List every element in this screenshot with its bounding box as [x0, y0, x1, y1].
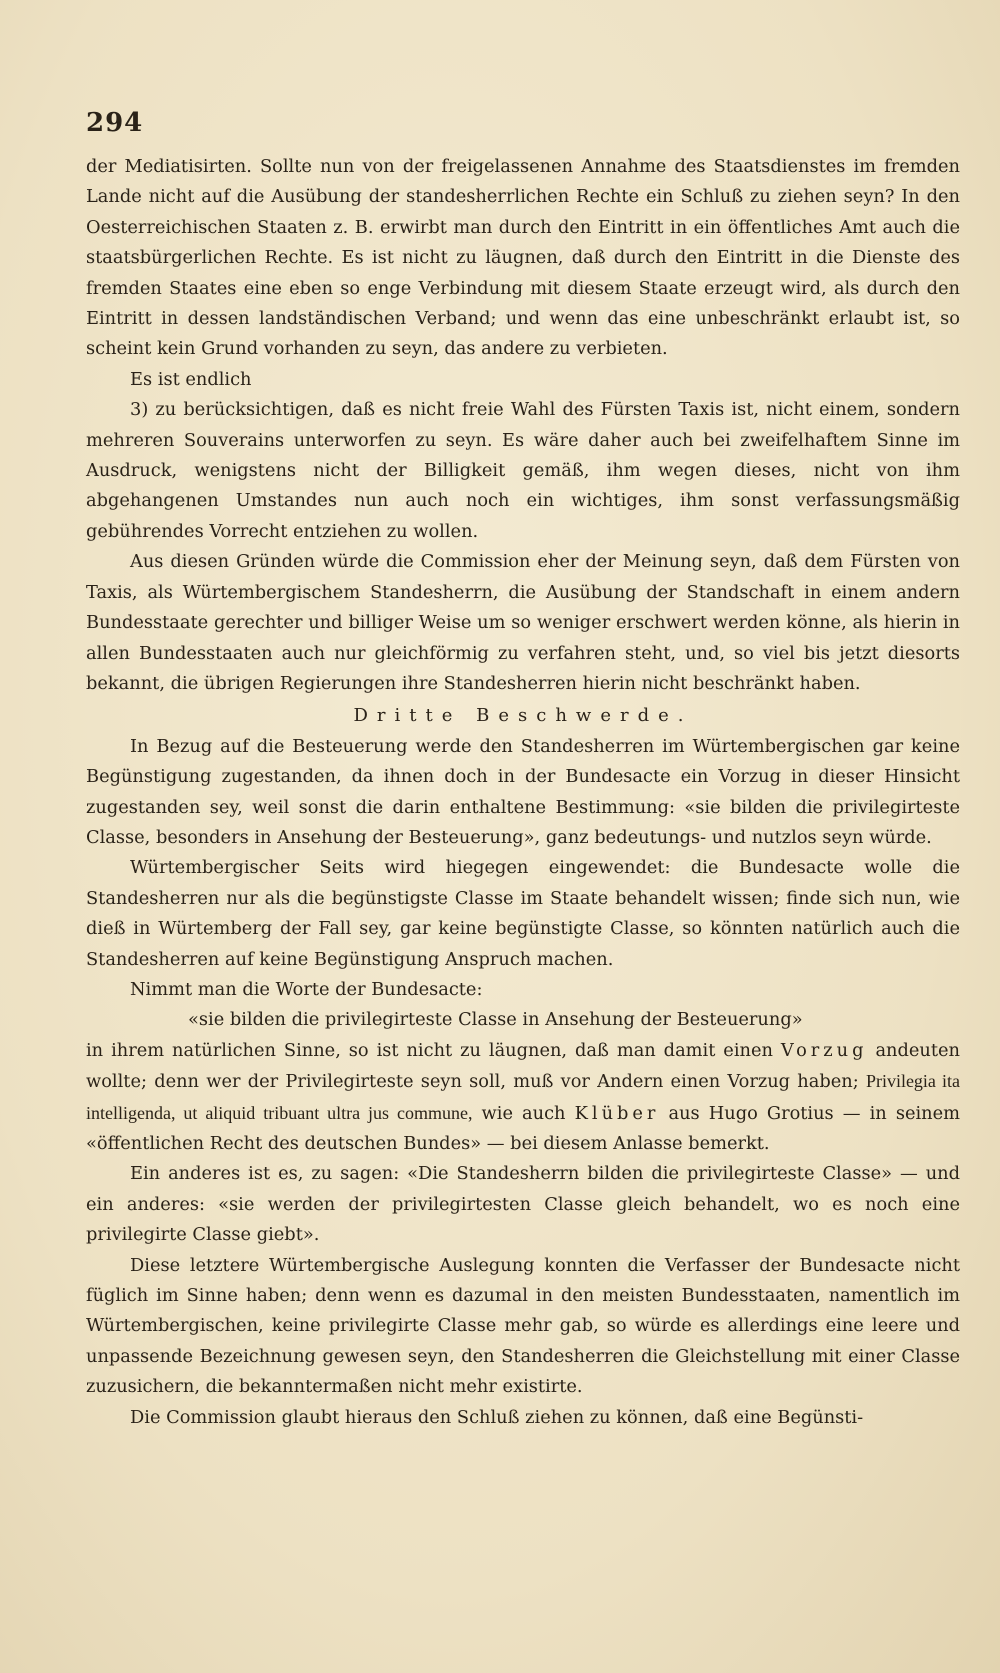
paragraph-9: Ein anderes ist es, zu sagen: «Die Standesherrn bilden die privilegirteste Classe» — und ein anderes: «sie werden der privilegirtesten Classe gleich behandelt, wo es noch eine privilegirte Classe giebt».	[86, 1163, 960, 1246]
paragraph-3: 3) zu berücksichtigen, daß es nicht freie Wahl des Fürsten Taxis ist, nicht einem, sondern mehreren Souverains unterworfen zu seyn. Es wäre daher auch bei zweifelhaftem Sinne im Ausdruck, wenigstens nicht der Billigkeit gemäß, ihm wegen dieses, nicht von ihm abgehangenen Umstandes nun auch noch ein wichtiges, ihm sonst verfassungsmäßig gebührendes Vorrecht entziehen zu wollen.	[86, 399, 960, 542]
section-heading: Dritte Beschwerde.	[353, 705, 693, 727]
paragraph-7: Nimmt man die Worte der Bundesacte:	[130, 978, 483, 1000]
paragraph-8-part-4: aus Hugo Grotius — in seinem «öffentlichen Recht des deutschen Bundes» — bei diesem Anlasse bemerkt.	[86, 1102, 960, 1154]
paragraph-8	[86, 1036, 960, 1160]
paragraph-4: Aus diesen Gründen würde die Commission eher der Meinung seyn, daß dem Fürsten von Taxis, als Würtembergischem Standesherrn, die Ausübung der Standschaft in einem andern Bundesstaate gerechter und billiger Weise um so weniger erschwert werden könne, als hierin in allen Bundesstaaten auch nur gleichförmig zu verfahren steht, und, so viel bis jetzt diesorts bekannt, die übrigen Regierungen ihre Standesherren hierin nicht beschränkt haben.	[86, 551, 960, 694]
emphasis-vorzug: Vorzug	[780, 1039, 868, 1061]
paragraph-11: Die Commission glaubt hieraus den Schluß ziehen zu können, daß eine Begünsti-	[130, 1406, 864, 1428]
author-name-klueber: Klüber	[574, 1102, 660, 1124]
paragraph-8-part-3: wie auch	[472, 1102, 575, 1124]
paragraph-10: Diese letztere Würtembergische Auslegung konnten die Verfasser der Bundesacte nicht füglich im Sinne haben; denn wenn es dazumal in den meisten Bundesstaaten, namentlich im Würtembergischen, keine privilegirte Classe mehr gab, so würde es allerdings eine leere und unpassende Bezeichnung gewesen seyn, den Standesherren die Gleichstellung mit einer Classe zuzusichern, die bekanntermaßen nicht mehr existirte.	[86, 1254, 960, 1398]
paragraph-6: Würtembergischer Seits wird hiegegen eingewendet: die Bundesacte wolle die Standesherren nur als die begünstigste Classe im Staate behandelt wissen; finde sich nun, wie dieß in Würtemberg der Fall sey, gar keine begünstigte Classe, so könnten natürlich auch die Standesherren auf keine Begünstigung Anspruch machen.	[86, 857, 960, 970]
page-body	[86, 152, 960, 1433]
paragraph-8-part-1: in ihrem natürlichen Sinne, so ist nicht zu läugnen, daß man damit einen	[86, 1039, 781, 1061]
page-number: 294	[86, 108, 144, 138]
paragraph-8-part-2: andeuten wollte; denn wer der Privilegirteste seyn soll, muß vor Andern einen Vorzug haben;	[86, 1039, 960, 1093]
paragraph-2: Es ist endlich	[130, 368, 252, 390]
paragraph-1: der Mediatisirten. Sollte nun von der freigelassenen Annahme des Staatsdienstes im fremden Lande nicht auf die Ausübung der standesherrlichen Rechte ein Schluß zu ziehen seyn? In den Oesterreichischen Staaten z. B. erwirbt man durch den Eintritt in ein öffentliches Amt auch die staatsbürgerlichen Rechte. Es ist nicht zu läugnen, daß durch den Eintritt in die Dienste des fremden Staates eine eben so enge Verbindung mit diesem Staate erzeugt wird, als durch den Eintritt in dessen landständischen Verband; und wenn das eine unbeschränkt erlaubt ist, so scheint kein Grund vorhanden zu seyn, das andere zu verbieten.	[86, 156, 960, 360]
paragraph-5: In Bezug auf die Besteuerung werde den Standesherren im Würtembergischen gar keine Begünstigung zugestanden, da ihnen doch in der Bundesacte ein Vorzug in dieser Hinsicht zugestanden sey, weil sonst die darin enthaltene Bestimmung: «sie bilden die privilegirteste Classe, besonders in Ansehung der Besteuerung», ganz bedeutungs- und nutzlos seyn würde.	[86, 735, 960, 848]
block-quote: «sie bilden die privilegirteste Classe in Ansehung der Besteuerung»	[188, 1009, 803, 1031]
latin-quotation: Privilegia ita intelligenda, ut aliquid tribuant ultra jus commune,	[86, 1071, 961, 1123]
